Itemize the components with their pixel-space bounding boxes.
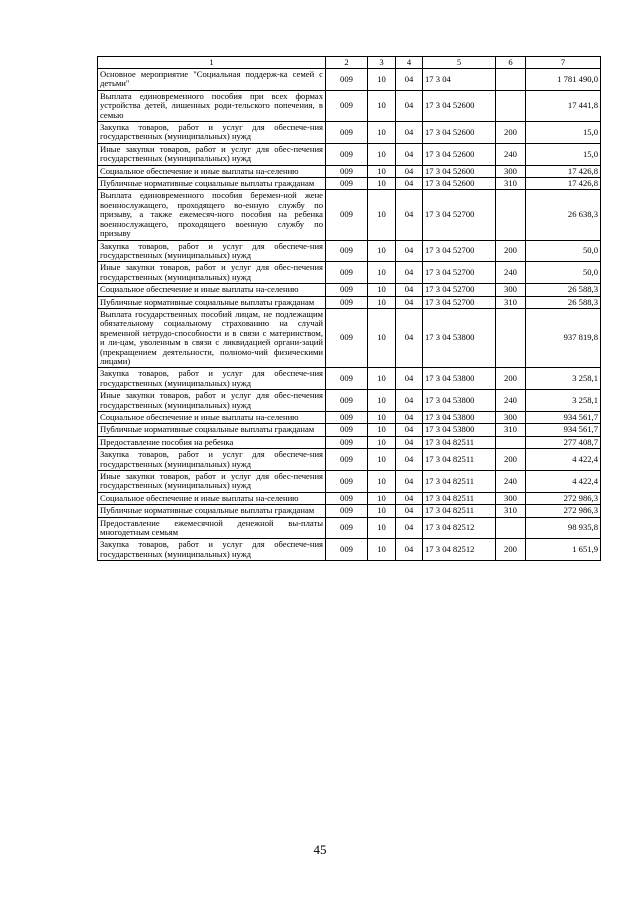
budget-table <box>97 56 601 561</box>
cell-section: 10 <box>368 390 396 412</box>
cell-expense-type <box>496 69 526 91</box>
cell-subsection: 04 <box>396 262 423 284</box>
cell-name: Предоставление ежемесячной денежной вы-платы многодетным семьям <box>98 517 326 539</box>
table-row <box>98 308 601 367</box>
cell-expense-type: 310 <box>496 424 526 436</box>
cell-grbs: 009 <box>326 284 368 296</box>
cell-amount: 4 422,4 <box>526 449 601 471</box>
cell-amount: 50,0 <box>526 240 601 262</box>
cell-expense-type <box>496 308 526 367</box>
cell-target-article: 17 3 04 52600 <box>423 90 496 121</box>
cell-section: 10 <box>368 190 396 240</box>
table-row <box>98 390 601 412</box>
table-row <box>98 240 601 262</box>
cell-name: Публичные нормативные социальные выплаты гражданам <box>98 178 326 190</box>
cell-amount: 937 819,8 <box>526 308 601 367</box>
cell-expense-type: 300 <box>496 284 526 296</box>
cell-subsection: 04 <box>396 284 423 296</box>
cell-amount: 3 258,1 <box>526 390 601 412</box>
cell-expense-type: 300 <box>496 412 526 424</box>
cell-amount: 934 561,7 <box>526 412 601 424</box>
header-col-3: 3 <box>368 57 396 69</box>
cell-name: Иные закупки товаров, работ и услуг для обес-печения государственных (муниципальных) нужд <box>98 390 326 412</box>
cell-amount: 15,0 <box>526 122 601 144</box>
cell-name: Закупка товаров, работ и услуг для обеспече-ния государственных (муниципальных) нужд <box>98 368 326 390</box>
table-row <box>98 178 601 190</box>
table-row <box>98 436 601 448</box>
cell-grbs: 009 <box>326 296 368 308</box>
header-col-2: 2 <box>326 57 368 69</box>
table-row <box>98 424 601 436</box>
cell-expense-type: 200 <box>496 368 526 390</box>
cell-subsection: 04 <box>396 471 423 493</box>
cell-subsection: 04 <box>396 492 423 504</box>
cell-name: Социальное обеспечение и иные выплаты на-селению <box>98 165 326 177</box>
cell-subsection: 04 <box>396 539 423 561</box>
cell-target-article: 17 3 04 82512 <box>423 517 496 539</box>
cell-name: Выплата единовременного пособия при всех формах устройства детей, лишенных роди-тельского попечения, в семью <box>98 90 326 121</box>
cell-name: Выплата государственных пособий лицам, не подлежащим обязательному социальному страхованию на случай временной нетрудо-способности и в связи с материнством, и ли-цам, уволенным в связи с ликвидацией органи-заций (прекращением деятельности, полномо-чий физическими лицами) <box>98 308 326 367</box>
cell-grbs: 009 <box>326 471 368 493</box>
cell-name: Социальное обеспечение и иные выплаты на-селению <box>98 284 326 296</box>
cell-expense-type: 200 <box>496 449 526 471</box>
table-row <box>98 143 601 165</box>
cell-section: 10 <box>368 262 396 284</box>
cell-section: 10 <box>368 505 396 517</box>
cell-grbs: 009 <box>326 412 368 424</box>
cell-expense-type <box>496 436 526 448</box>
cell-grbs: 009 <box>326 143 368 165</box>
cell-name: Социальное обеспечение и иные выплаты на-селению <box>98 492 326 504</box>
header-col-6: 6 <box>496 57 526 69</box>
cell-expense-type: 200 <box>496 240 526 262</box>
cell-grbs: 009 <box>326 165 368 177</box>
cell-target-article: 17 3 04 52700 <box>423 240 496 262</box>
cell-amount: 3 258,1 <box>526 368 601 390</box>
cell-name: Выплата единовременного пособия беремен-ной жене военнослужащего, проходящего во-енную службу по призыву, а также ежемесяч-ного пособия на ребенка военнослужащего, проходящего военную службу по призыву <box>98 190 326 240</box>
cell-section: 10 <box>368 517 396 539</box>
cell-target-article: 17 3 04 52600 <box>423 165 496 177</box>
cell-amount: 50,0 <box>526 262 601 284</box>
cell-expense-type: 310 <box>496 505 526 517</box>
cell-amount: 934 561,7 <box>526 424 601 436</box>
cell-target-article: 17 3 04 53800 <box>423 412 496 424</box>
cell-section: 10 <box>368 471 396 493</box>
cell-target-article: 17 3 04 52600 <box>423 178 496 190</box>
cell-amount: 272 986,3 <box>526 505 601 517</box>
cell-grbs: 009 <box>326 539 368 561</box>
cell-section: 10 <box>368 90 396 121</box>
cell-name: Иные закупки товаров, работ и услуг для обес-печения государственных (муниципальных) нужд <box>98 471 326 493</box>
cell-subsection: 04 <box>396 505 423 517</box>
cell-section: 10 <box>368 436 396 448</box>
header-col-7: 7 <box>526 57 601 69</box>
cell-grbs: 009 <box>326 390 368 412</box>
cell-amount: 26 588,3 <box>526 284 601 296</box>
cell-subsection: 04 <box>396 190 423 240</box>
page-number: 45 <box>313 842 327 857</box>
cell-grbs: 009 <box>326 492 368 504</box>
cell-amount: 17 426,8 <box>526 165 601 177</box>
header-row <box>98 57 601 69</box>
cell-subsection: 04 <box>396 69 423 91</box>
cell-expense-type: 300 <box>496 492 526 504</box>
cell-target-article: 17 3 04 52600 <box>423 122 496 144</box>
cell-subsection: 04 <box>396 90 423 121</box>
cell-section: 10 <box>368 492 396 504</box>
cell-amount: 17 426,8 <box>526 178 601 190</box>
cell-expense-type: 240 <box>496 390 526 412</box>
cell-amount: 98 935,8 <box>526 517 601 539</box>
table-row <box>98 122 601 144</box>
cell-subsection: 04 <box>396 517 423 539</box>
table-row <box>98 412 601 424</box>
cell-target-article: 17 3 04 82512 <box>423 539 496 561</box>
cell-grbs: 009 <box>326 308 368 367</box>
table-row <box>98 517 601 539</box>
cell-target-article: 17 3 04 52700 <box>423 190 496 240</box>
cell-amount: 277 408,7 <box>526 436 601 448</box>
table-row <box>98 539 601 561</box>
cell-target-article: 17 3 04 53800 <box>423 308 496 367</box>
cell-grbs: 009 <box>326 449 368 471</box>
table-header <box>98 57 601 69</box>
cell-subsection: 04 <box>396 240 423 262</box>
cell-subsection: 04 <box>396 412 423 424</box>
table-row <box>98 284 601 296</box>
cell-name: Социальное обеспечение и иные выплаты на-селению <box>98 412 326 424</box>
table-row <box>98 262 601 284</box>
cell-target-article: 17 3 04 82511 <box>423 505 496 517</box>
cell-section: 10 <box>368 165 396 177</box>
cell-name: Иные закупки товаров, работ и услуг для обес-печения государственных (муниципальных) нужд <box>98 262 326 284</box>
table-row <box>98 471 601 493</box>
cell-name: Предоставление пособия на ребенка <box>98 436 326 448</box>
cell-expense-type: 310 <box>496 296 526 308</box>
cell-subsection: 04 <box>396 122 423 144</box>
cell-expense-type: 240 <box>496 471 526 493</box>
table-row <box>98 505 601 517</box>
cell-target-article: 17 3 04 52600 <box>423 143 496 165</box>
cell-section: 10 <box>368 424 396 436</box>
cell-subsection: 04 <box>396 143 423 165</box>
cell-expense-type: 240 <box>496 143 526 165</box>
table-row <box>98 368 601 390</box>
cell-section: 10 <box>368 69 396 91</box>
cell-subsection: 04 <box>396 308 423 367</box>
table-row <box>98 492 601 504</box>
table-row <box>98 190 601 240</box>
cell-amount: 1 651,9 <box>526 539 601 561</box>
cell-name: Закупка товаров, работ и услуг для обеспече-ния государственных (муниципальных) нужд <box>98 240 326 262</box>
cell-expense-type <box>496 90 526 121</box>
cell-target-article: 17 3 04 52700 <box>423 262 496 284</box>
table-row <box>98 90 601 121</box>
cell-target-article: 17 3 04 82511 <box>423 471 496 493</box>
cell-amount: 272 986,3 <box>526 492 601 504</box>
cell-grbs: 009 <box>326 517 368 539</box>
cell-subsection: 04 <box>396 390 423 412</box>
cell-subsection: 04 <box>396 296 423 308</box>
table-row <box>98 69 601 91</box>
cell-name: Публичные нормативные социальные выплаты гражданам <box>98 424 326 436</box>
cell-grbs: 009 <box>326 90 368 121</box>
cell-grbs: 009 <box>326 240 368 262</box>
cell-subsection: 04 <box>396 449 423 471</box>
cell-name: Иные закупки товаров, работ и услуг для обес-печения государственных (муниципальных) нужд <box>98 143 326 165</box>
cell-section: 10 <box>368 296 396 308</box>
cell-target-article: 17 3 04 82511 <box>423 436 496 448</box>
cell-name: Публичные нормативные социальные выплаты гражданам <box>98 505 326 517</box>
cell-section: 10 <box>368 539 396 561</box>
cell-amount: 26 638,3 <box>526 190 601 240</box>
cell-amount: 26 588,3 <box>526 296 601 308</box>
cell-target-article: 17 3 04 52700 <box>423 296 496 308</box>
cell-target-article: 17 3 04 53800 <box>423 424 496 436</box>
cell-target-article: 17 3 04 82511 <box>423 449 496 471</box>
cell-grbs: 009 <box>326 69 368 91</box>
cell-section: 10 <box>368 308 396 367</box>
cell-grbs: 009 <box>326 368 368 390</box>
cell-section: 10 <box>368 449 396 471</box>
cell-grbs: 009 <box>326 262 368 284</box>
cell-expense-type: 300 <box>496 165 526 177</box>
cell-expense-type: 240 <box>496 262 526 284</box>
cell-target-article: 17 3 04 82511 <box>423 492 496 504</box>
cell-section: 10 <box>368 178 396 190</box>
cell-subsection: 04 <box>396 368 423 390</box>
cell-target-article: 17 3 04 53800 <box>423 368 496 390</box>
header-col-5: 5 <box>423 57 496 69</box>
table-row <box>98 165 601 177</box>
cell-amount: 17 441,8 <box>526 90 601 121</box>
header-col-4: 4 <box>396 57 423 69</box>
cell-expense-type: 310 <box>496 178 526 190</box>
cell-name: Основное мероприятие "Социальная поддерж-ка семей с детьми" <box>98 69 326 91</box>
table-row <box>98 296 601 308</box>
cell-amount: 1 781 490,0 <box>526 69 601 91</box>
cell-name: Закупка товаров, работ и услуг для обеспече-ния государственных (муниципальных) нужд <box>98 449 326 471</box>
cell-subsection: 04 <box>396 436 423 448</box>
cell-name: Закупка товаров, работ и услуг для обеспече-ния государственных (муниципальных) нужд <box>98 122 326 144</box>
cell-expense-type <box>496 190 526 240</box>
header-col-1: 1 <box>98 57 326 69</box>
cell-section: 10 <box>368 284 396 296</box>
cell-grbs: 009 <box>326 190 368 240</box>
cell-subsection: 04 <box>396 424 423 436</box>
cell-expense-type <box>496 517 526 539</box>
cell-section: 10 <box>368 412 396 424</box>
cell-section: 10 <box>368 143 396 165</box>
cell-name: Закупка товаров, работ и услуг для обеспече-ния государственных (муниципальных) нужд <box>98 539 326 561</box>
cell-name: Публичные нормативные социальные выплаты гражданам <box>98 296 326 308</box>
cell-grbs: 009 <box>326 505 368 517</box>
cell-section: 10 <box>368 122 396 144</box>
cell-expense-type: 200 <box>496 122 526 144</box>
cell-amount: 4 422,4 <box>526 471 601 493</box>
cell-target-article: 17 3 04 <box>423 69 496 91</box>
cell-amount: 15,0 <box>526 143 601 165</box>
cell-grbs: 009 <box>326 178 368 190</box>
cell-grbs: 009 <box>326 436 368 448</box>
table-row <box>98 449 601 471</box>
cell-subsection: 04 <box>396 178 423 190</box>
cell-section: 10 <box>368 368 396 390</box>
table-body <box>98 69 601 561</box>
cell-target-article: 17 3 04 53800 <box>423 390 496 412</box>
cell-expense-type: 200 <box>496 539 526 561</box>
cell-target-article: 17 3 04 52700 <box>423 284 496 296</box>
cell-subsection: 04 <box>396 165 423 177</box>
cell-grbs: 009 <box>326 424 368 436</box>
cell-section: 10 <box>368 240 396 262</box>
cell-grbs: 009 <box>326 122 368 144</box>
